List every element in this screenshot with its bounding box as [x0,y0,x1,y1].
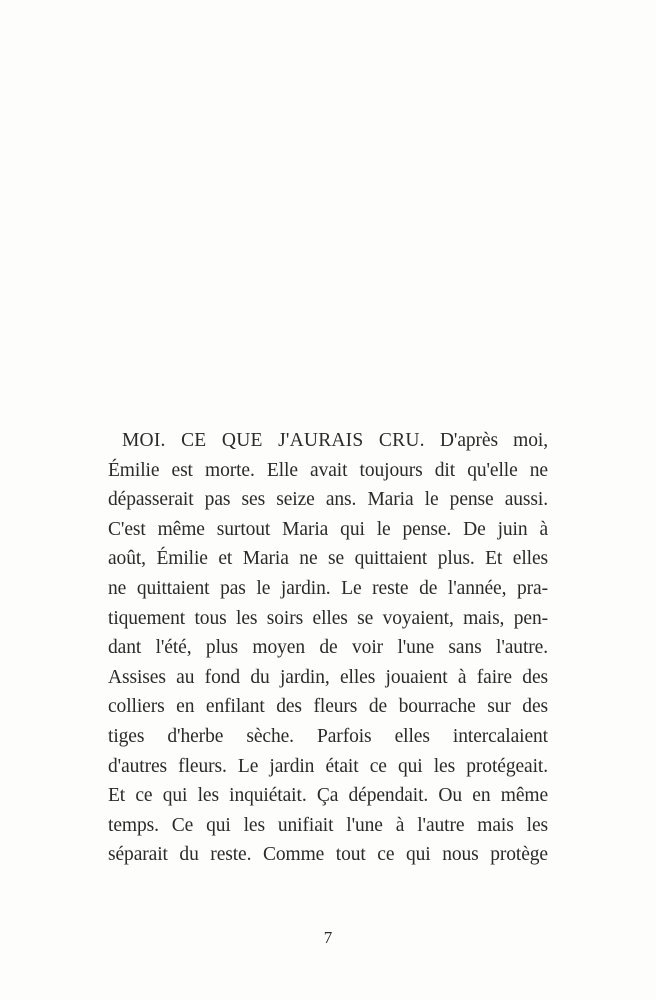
text-line-3: dépasserait pas ses seize ans. Maria le pense aussi. [108,489,548,511]
body-text [108,426,548,870]
text-line-11: tiges d'herbe sèche. Parfois elles intercalaient [108,725,548,747]
text-line-8: dant l'été, plus moyen de voir l'une sans l'autre. [108,637,548,659]
page-number: 7 [323,928,333,947]
text-line-9: Assises au fond du jardin, elles jouaient à faire des [108,666,548,688]
text-line-1 [108,426,548,456]
text-line-4: C'est même surtout Maria qui le pense. De juin à [108,518,548,540]
text-line-10: colliers en enfilant des fleurs de bourrache sur des [108,696,548,718]
text-line-5: août, Émilie et Maria ne se quittaient plus. Et elles [108,548,548,570]
text-line-14: temps. Ce qui les unifiait l'une à l'autre mais les [108,814,548,836]
text-line-6: ne quittaient pas le jardin. Le reste de l'année, pra- [108,577,548,599]
text-line-15: séparait du reste. Comme tout ce qui nous protège [108,844,548,866]
text-line-1-rest: D'après moi, [424,430,548,451]
lead-in: MOI. CE QUE J'AURAIS CRU. [122,430,425,451]
text-line-2: Émilie est morte. Elle avait toujours dit qu'elle ne [108,459,548,481]
text-line-13: Et ce qui les inquiétait. Ça dépendait. Ou en même [108,785,548,807]
text-line-7: tiquement tous les soirs elles se voyaient, mais, pen- [108,607,548,629]
text-line-12: d'autres fleurs. Le jardin était ce qui les protégeait. [108,755,548,777]
